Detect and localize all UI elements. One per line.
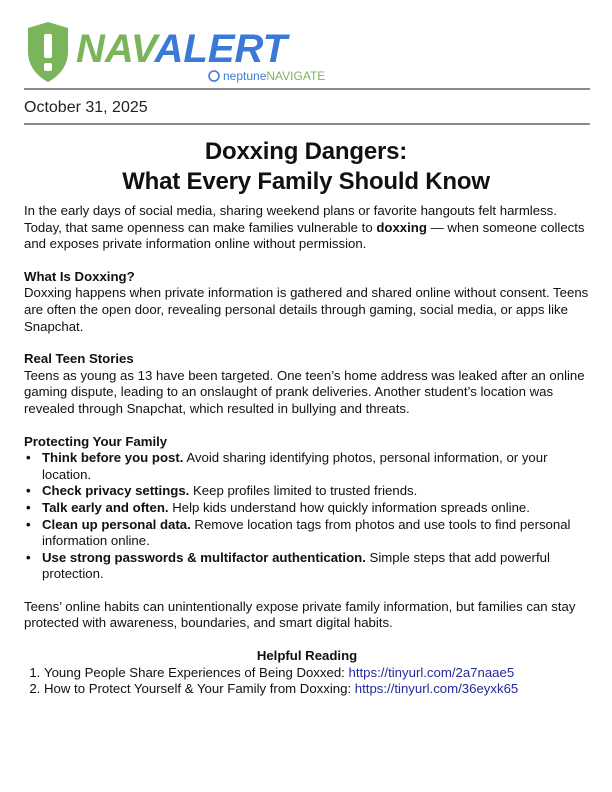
logo-subbrand: neptuneNAVIGATE	[223, 69, 326, 83]
intro-paragraph	[24, 203, 590, 253]
section-body: Doxxing happens when private information is gathered and shared online without consent. Teens are often the open door, revealing personal details through gaming, social media, or apps like Snapchat.	[24, 285, 589, 334]
page-title	[0, 137, 612, 197]
intro-text: — when someone collects and exposes private information online without permission.	[24, 219, 585, 252]
navalert-logo	[22, 22, 382, 84]
globe-icon	[209, 71, 219, 81]
section-heading: Protecting Your Family	[24, 433, 168, 449]
logo-wordmark: NAVALERT	[76, 27, 288, 71]
closing-paragraph	[24, 599, 590, 632]
link[interactable]: https://tinyurl.com/2a7naae5	[348, 664, 515, 680]
title-line: Doxxing Dangers:	[204, 138, 408, 165]
helpful-reading	[24, 648, 590, 698]
list-item: • Think before you post. Avoid sharing identifying photos, personal information, or your location.	[42, 450, 590, 483]
tips-list	[24, 450, 590, 583]
closing-text: Teens’ online habits can unintentionally expose private family information, but families can stay protected with awareness, boundaries, and smart digital habits.	[24, 598, 576, 631]
title-line: What Every Family Should Know	[122, 168, 490, 195]
link[interactable]: https://tinyurl.com/36eyxk65	[354, 681, 519, 697]
list-item: • Talk early and often. Help kids understand how quickly information spreads online.	[42, 500, 590, 517]
intro-text: In the early days of social media, sharing weekend plans or favorite hangouts felt harmless. Today, that same openness can make families vulnerable to	[24, 203, 557, 235]
section-protecting	[24, 434, 590, 583]
list-item: 2. How to Protect Yourself & Your Family from Doxxing: https://tinyurl.com/36eyxk65	[44, 681, 590, 698]
divider	[24, 123, 590, 125]
section-heading: Helpful Reading	[256, 648, 358, 664]
date: October 31, 2025	[24, 99, 148, 116]
reading-list	[24, 665, 590, 698]
divider	[24, 88, 590, 90]
list-item: • Check privacy settings. Keep profiles limited to trusted friends.	[42, 483, 590, 500]
section-heading: Real Teen Stories	[24, 351, 134, 367]
list-item: • Use strong passwords & multifactor authentication. Simple steps that add powerful protection.	[42, 550, 590, 583]
intro-bold: doxxing	[376, 219, 427, 235]
section-real-teen-stories	[24, 351, 590, 417]
list-item: • Clean up personal data. Remove location tags from photos and use tools to find personal information online.	[42, 517, 590, 550]
section-heading: What Is Doxxing?	[24, 268, 135, 284]
section-what-is-doxxing	[24, 269, 590, 335]
list-item: 1. Young People Share Experiences of Being Doxxed: https://tinyurl.com/2a7naae5	[44, 665, 590, 682]
section-body: Teens as young as 13 have been targeted. One teen’s home address was leaked after an online gaming dispute, leading to an onslaught of prank deliveries. Another student’s location was revealed through Snapchat, which resulted in bullying and threats.	[24, 367, 585, 416]
